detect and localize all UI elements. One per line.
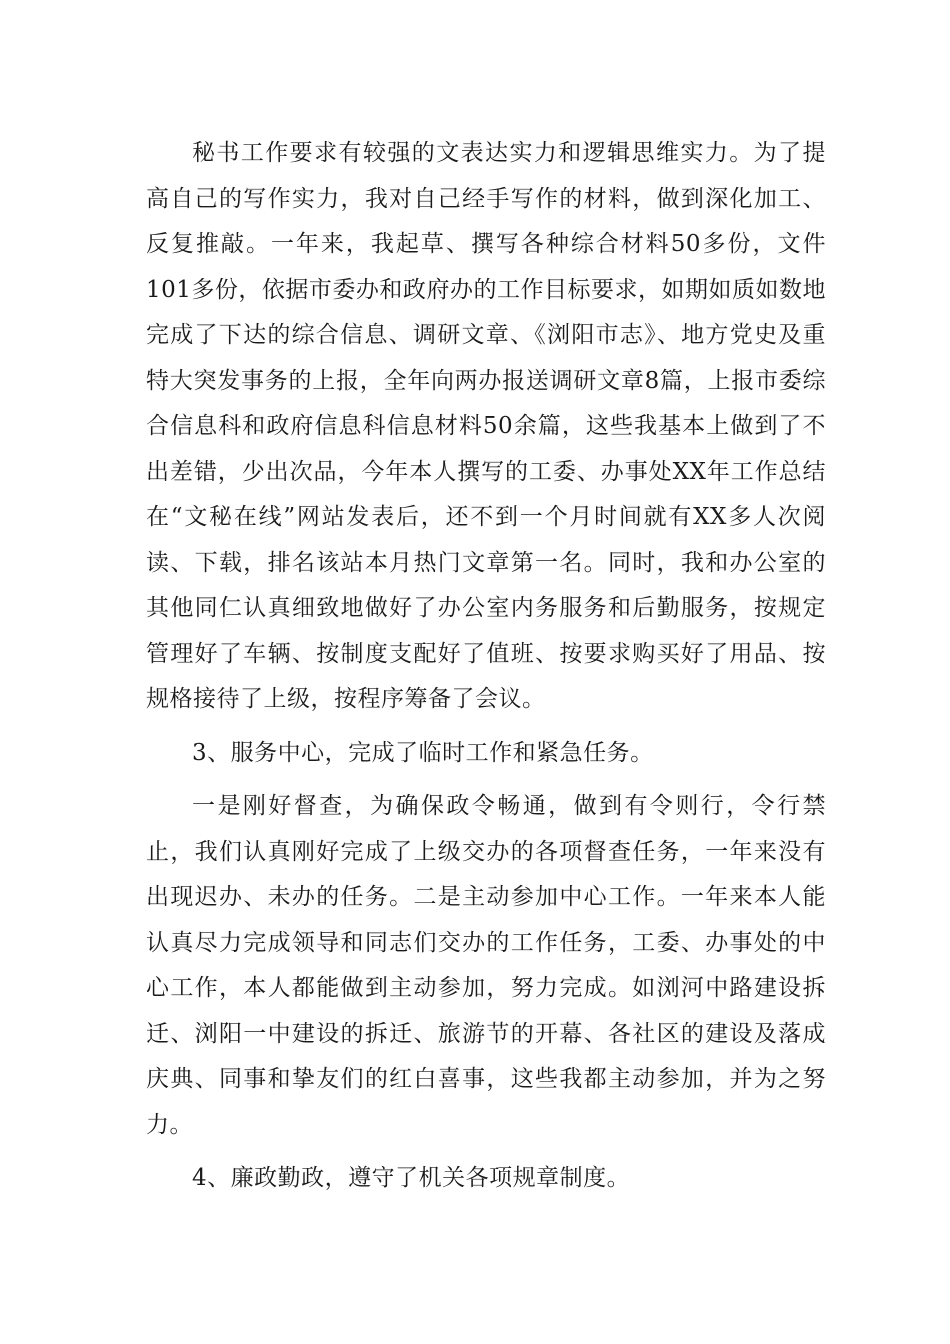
paragraph-supervision: 一是刚好督查，为确保政令畅通，做到有令则行，令行禁止，我们认真刚好完成了上级交办的各项督查任务，一年来没有出现迟办、未办的任务。二是主动参加中心工作。一年来本人能认真尽力完成领导和同志们交办的工作任务，工委、办事处的中心工作，本人都能做到主动参加，努力完成。如浏河中路建设拆迁、浏阳一中建设的拆迁、旅游节的开幕、各社区的建设及落成庆典、同事和挚友们的红白喜事，这些我都主动参加，并为之努力。: [146, 793, 826, 1138]
document-body: [146, 131, 826, 1202]
paragraph-heading-service-center: 3、服务中心，完成了临时工作和紧急任务。: [192, 739, 654, 766]
paragraph-heading-integrity: 4、廉政勤政，遵守了机关各项规章制度。: [192, 1165, 631, 1191]
paragraph-writing-work: 秘书工作要求有较强的文表达实力和逻辑思维实力。为了提高自己的写作实力，我对自己经手写作的材料，做到深化加工、反复推敲。一年来，我起草、撰写各种综合材料50多份，文件101多份，依据市委办和政府办的工作目标要求，如期如质如数地完成了下达的综合信息、调研文章、《浏阳市志》、地方党史及重特大突发事务的上报，全年向两办报送调研文章8篇，上报市委综合信息科和政府信息科信息材料50余篇，这些我基本上做到了不出差错，少出次品，今年本人撰写的工委、办事处XX年工作总结在“文秘在线”网站发表后，还不到一个月时间就有XX多人次阅读、下载，排名该站本月热门文章第一名。同时，我和办公室的其他同仁认真细致地做好了办公室内务服务和后勤服务，按规定管理好了车辆、按制度支配好了值班、按要求购买好了用品、按规格接待了上级，按程序筹备了会议。: [146, 140, 826, 712]
